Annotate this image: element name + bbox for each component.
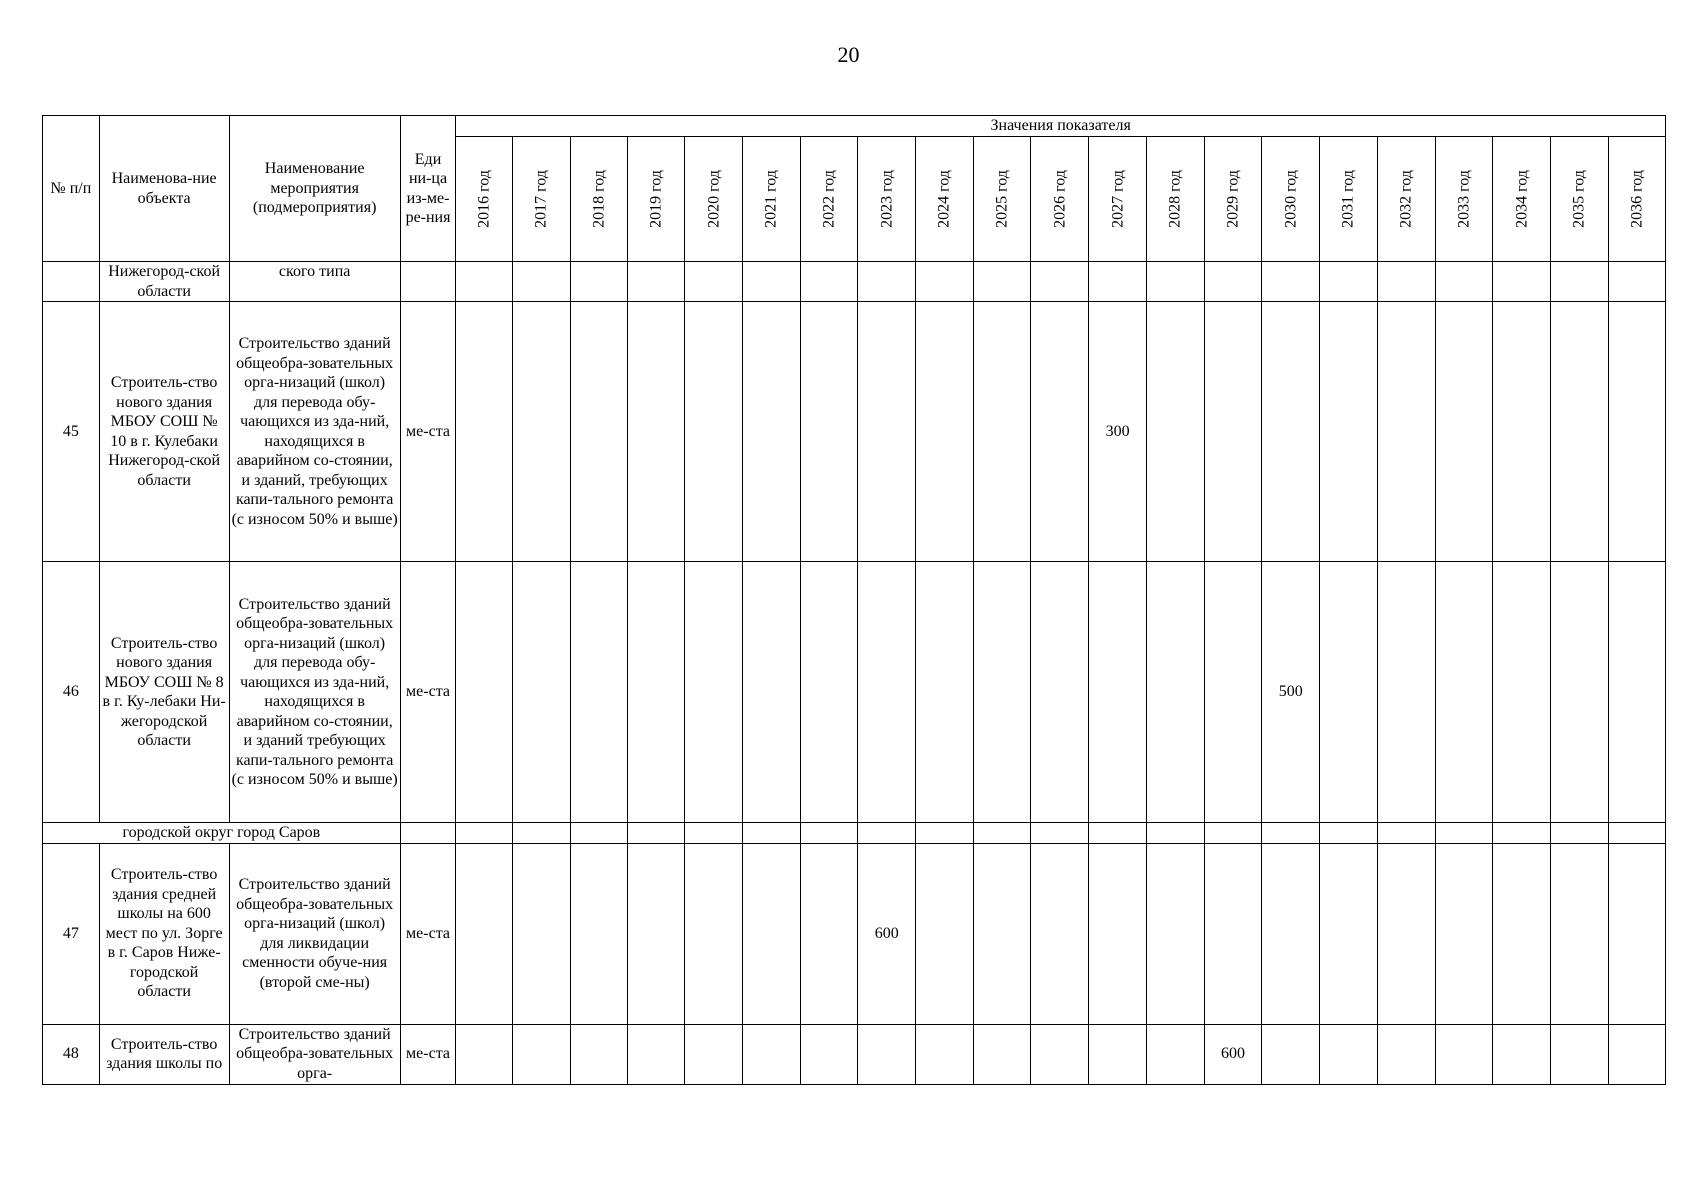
cell-value xyxy=(1377,1024,1435,1084)
cell-value xyxy=(1320,302,1378,562)
cell-value xyxy=(513,262,571,302)
header-year xyxy=(1377,137,1435,262)
cell-value xyxy=(628,823,685,844)
indicator-table xyxy=(42,115,1666,1085)
cell-value xyxy=(1377,262,1435,302)
cell-value xyxy=(973,562,1031,823)
cell-value xyxy=(1493,843,1551,1024)
header-year-label: 2030 год xyxy=(1281,170,1299,228)
cell-value xyxy=(628,1024,685,1084)
header-event: Наименование мероприятия (подмероприятия) xyxy=(229,116,400,262)
section-row xyxy=(43,823,1666,844)
cell-value xyxy=(1608,823,1665,844)
cell-value xyxy=(1493,823,1551,844)
cell-value xyxy=(742,823,800,844)
cell-value xyxy=(1146,302,1204,562)
header-year xyxy=(1262,137,1320,262)
header-object: Наименова-ние объекта xyxy=(99,116,229,262)
header-year-label: 2024 год xyxy=(935,170,953,228)
cell-value xyxy=(456,302,513,562)
cell-value xyxy=(1031,262,1089,302)
cell-value xyxy=(513,1024,571,1084)
cell-value xyxy=(1320,823,1378,844)
cell-value xyxy=(1493,262,1551,302)
cell-value xyxy=(1262,1024,1320,1084)
header-year xyxy=(916,137,974,262)
table-row xyxy=(43,562,1666,823)
continuation-row xyxy=(43,262,1666,302)
header-unit: Еди ни-ца из-ме-ре-ния xyxy=(400,116,456,262)
cell-value xyxy=(513,843,571,1024)
cell-value xyxy=(742,843,800,1024)
table-row xyxy=(43,1024,1666,1084)
header-year xyxy=(858,137,916,262)
cell-value xyxy=(1031,1024,1089,1084)
cell-value xyxy=(800,823,858,844)
table-row xyxy=(43,843,1666,1024)
cell-value xyxy=(742,302,800,562)
cell-value xyxy=(1262,823,1320,844)
header-year-label: 2019 год xyxy=(647,170,665,228)
cell-value xyxy=(1146,823,1204,844)
cell-num: 47 xyxy=(43,843,100,1024)
cell-value xyxy=(1262,843,1320,1024)
cell-value xyxy=(1089,562,1147,823)
cell-num: 48 xyxy=(43,1024,100,1084)
header-year xyxy=(1089,137,1147,262)
cell-value xyxy=(1608,843,1665,1024)
cell-value xyxy=(456,823,513,844)
cell-value xyxy=(1608,1024,1665,1084)
header-year xyxy=(1204,137,1262,262)
cell-unit: ме-ста xyxy=(400,1024,456,1084)
header-year-label: 2026 год xyxy=(1051,170,1069,228)
cell-value xyxy=(1377,302,1435,562)
cell-unit xyxy=(400,823,456,844)
cell-value xyxy=(916,1024,974,1084)
cell-object: Строитель-ство нового здания МБОУ СОШ № 8 в г. Ку-лебаки Ни-жегородской области xyxy=(99,562,229,823)
header-year-label: 2029 год xyxy=(1224,170,1242,228)
cell-value xyxy=(1320,562,1378,823)
header-year xyxy=(570,137,628,262)
cell-value xyxy=(685,843,743,1024)
header-year-label: 2033 год xyxy=(1455,170,1473,228)
cell-value xyxy=(1262,262,1320,302)
cell-value xyxy=(570,302,628,562)
cell-value xyxy=(1146,262,1204,302)
header-year xyxy=(1146,137,1204,262)
cell-value xyxy=(1493,562,1551,823)
cell-value: 600 xyxy=(1204,1024,1262,1084)
cell-value xyxy=(570,562,628,823)
cell-value xyxy=(916,823,974,844)
cell-value xyxy=(513,562,571,823)
cell-value xyxy=(973,1024,1031,1084)
cell-value xyxy=(916,562,974,823)
cell-value xyxy=(1550,562,1608,823)
cell-value: 500 xyxy=(1262,562,1320,823)
cell-value xyxy=(1031,843,1089,1024)
cell-value xyxy=(800,843,858,1024)
cell-value xyxy=(1550,302,1608,562)
cell-value xyxy=(628,302,685,562)
header-values-group: Значения показателя xyxy=(456,116,1666,137)
cell-value xyxy=(1146,1024,1204,1084)
cell-value xyxy=(800,1024,858,1084)
cell-value xyxy=(456,262,513,302)
cell-value xyxy=(800,302,858,562)
header-year xyxy=(1608,137,1665,262)
cell-value xyxy=(1550,843,1608,1024)
cell-value xyxy=(916,302,974,562)
cell-unit xyxy=(400,262,456,302)
header-num: № п/п xyxy=(43,116,100,262)
header-year xyxy=(628,137,685,262)
cell-value xyxy=(1435,823,1493,844)
header-year-label: 2018 год xyxy=(590,170,608,228)
cell-value xyxy=(1204,562,1262,823)
cell-value xyxy=(1031,562,1089,823)
cell-value xyxy=(1435,262,1493,302)
cell-value xyxy=(858,302,916,562)
cell-value xyxy=(1204,823,1262,844)
header-year xyxy=(456,137,513,262)
cell-value xyxy=(742,262,800,302)
cell-value xyxy=(570,823,628,844)
cell-value xyxy=(1089,843,1147,1024)
cell-value xyxy=(1493,302,1551,562)
cell-value xyxy=(858,262,916,302)
cell-value xyxy=(1377,562,1435,823)
cell-value xyxy=(916,262,974,302)
cell-value xyxy=(685,262,743,302)
cell-value xyxy=(1320,843,1378,1024)
cell-value xyxy=(1493,1024,1551,1084)
cell-value xyxy=(973,262,1031,302)
cell-unit: ме-ста xyxy=(400,843,456,1024)
cell-value xyxy=(570,262,628,302)
cell-value xyxy=(1608,562,1665,823)
header-year xyxy=(1320,137,1378,262)
cell-object: Строитель-ство здания школы по xyxy=(99,1024,229,1084)
table-row xyxy=(43,302,1666,562)
header-year xyxy=(1493,137,1551,262)
section-label: городской округ город Саров xyxy=(43,823,401,844)
cell-value xyxy=(685,302,743,562)
header-year-label: 2021 год xyxy=(762,170,780,228)
header-year xyxy=(685,137,743,262)
cell-value xyxy=(628,843,685,1024)
cell-value xyxy=(800,262,858,302)
cell-event: Строительство зданий общеобра-зовательных орга-низаций (школ) для ликвидации сменности обуче-ния (второй сме-ны) xyxy=(229,843,400,1024)
cell-unit: ме-ста xyxy=(400,562,456,823)
header-year-label: 2022 год xyxy=(820,170,838,228)
cell-event: Строительство зданий общеобра-зовательных орга-низаций (школ) для перевода обу-чающихся из зда-ний, находящихся в аварийном со-стоянии, и зданий требующих капи-тального ремонта (с износом 50% и выше) xyxy=(229,562,400,823)
cell-value xyxy=(1146,843,1204,1024)
cell-num xyxy=(43,262,100,302)
cell-value xyxy=(1320,1024,1378,1084)
cell-value xyxy=(973,823,1031,844)
cell-value xyxy=(742,562,800,823)
cell-value xyxy=(1435,562,1493,823)
header-year xyxy=(973,137,1031,262)
cell-value xyxy=(1089,1024,1147,1084)
header-year-label: 2016 год xyxy=(475,170,493,228)
cell-value xyxy=(1550,1024,1608,1084)
cell-value xyxy=(1377,843,1435,1024)
cell-value xyxy=(1435,302,1493,562)
header-year-label: 2035 год xyxy=(1570,170,1588,228)
header-year xyxy=(1550,137,1608,262)
cell-value xyxy=(916,843,974,1024)
header-year xyxy=(513,137,571,262)
cell-value xyxy=(1550,823,1608,844)
header-year xyxy=(742,137,800,262)
cell-value xyxy=(973,843,1031,1024)
cell-value xyxy=(1204,262,1262,302)
cell-value xyxy=(1320,262,1378,302)
header-year-label: 2020 год xyxy=(704,170,722,228)
header-year-label: 2034 год xyxy=(1512,170,1530,228)
cell-value xyxy=(1089,262,1147,302)
cell-object: Нижегород-ской области xyxy=(99,262,229,302)
cell-value xyxy=(513,302,571,562)
page-number: 20 xyxy=(837,42,860,67)
header-year-label: 2032 год xyxy=(1397,170,1415,228)
cell-value xyxy=(1550,262,1608,302)
cell-unit: ме-ста xyxy=(400,302,456,562)
header-year xyxy=(1031,137,1089,262)
cell-value xyxy=(685,823,743,844)
cell-value xyxy=(513,823,571,844)
header-year xyxy=(800,137,858,262)
cell-value xyxy=(628,562,685,823)
cell-value xyxy=(570,843,628,1024)
cell-value xyxy=(858,1024,916,1084)
cell-value xyxy=(1089,823,1147,844)
cell-value: 300 xyxy=(1089,302,1147,562)
cell-value xyxy=(1146,562,1204,823)
cell-value: 600 xyxy=(858,843,916,1024)
cell-object: Строитель-ство нового здания МБОУ СОШ № 10 в г. Кулебаки Нижегород-ской области xyxy=(99,302,229,562)
cell-value xyxy=(742,1024,800,1084)
cell-value xyxy=(456,562,513,823)
cell-object: Строитель-ство здания средней школы на 600 мест по ул. Зорге в г. Саров Ниже-городской области xyxy=(99,843,229,1024)
header-year-label: 2025 год xyxy=(993,170,1011,228)
cell-value xyxy=(456,1024,513,1084)
header-year-label: 2036 год xyxy=(1628,170,1646,228)
header-year xyxy=(1435,137,1493,262)
cell-value xyxy=(1377,823,1435,844)
cell-value xyxy=(973,302,1031,562)
cell-value xyxy=(1204,843,1262,1024)
cell-value xyxy=(1435,1024,1493,1084)
header-year-label: 2028 год xyxy=(1166,170,1184,228)
cell-event: Строительство зданий общеобра-зовательных орга- xyxy=(229,1024,400,1084)
cell-value xyxy=(800,562,858,823)
cell-value xyxy=(1031,823,1089,844)
cell-value xyxy=(1608,262,1665,302)
cell-value xyxy=(628,262,685,302)
cell-value xyxy=(1262,302,1320,562)
cell-value xyxy=(858,562,916,823)
cell-value xyxy=(858,823,916,844)
header-year-label: 2027 год xyxy=(1108,170,1126,228)
cell-value xyxy=(1435,843,1493,1024)
cell-event: Строительство зданий общеобра-зовательных орга-низаций (школ) для перевода обу-чающихся из зда-ний, находящихся в аварийном со-стоянии, и зданий, требующих капи-тального ремонта (с износом 50% и выше) xyxy=(229,302,400,562)
cell-num: 46 xyxy=(43,562,100,823)
header-year-label: 2031 год xyxy=(1339,170,1357,228)
cell-value xyxy=(1204,302,1262,562)
cell-num: 45 xyxy=(43,302,100,562)
cell-value xyxy=(1031,302,1089,562)
cell-value xyxy=(685,1024,743,1084)
header-year-label: 2017 год xyxy=(532,170,550,228)
cell-value xyxy=(456,843,513,1024)
cell-value xyxy=(1608,302,1665,562)
cell-value xyxy=(685,562,743,823)
cell-event: ского типа xyxy=(229,262,400,302)
cell-value xyxy=(570,1024,628,1084)
header-year-label: 2023 год xyxy=(877,170,895,228)
